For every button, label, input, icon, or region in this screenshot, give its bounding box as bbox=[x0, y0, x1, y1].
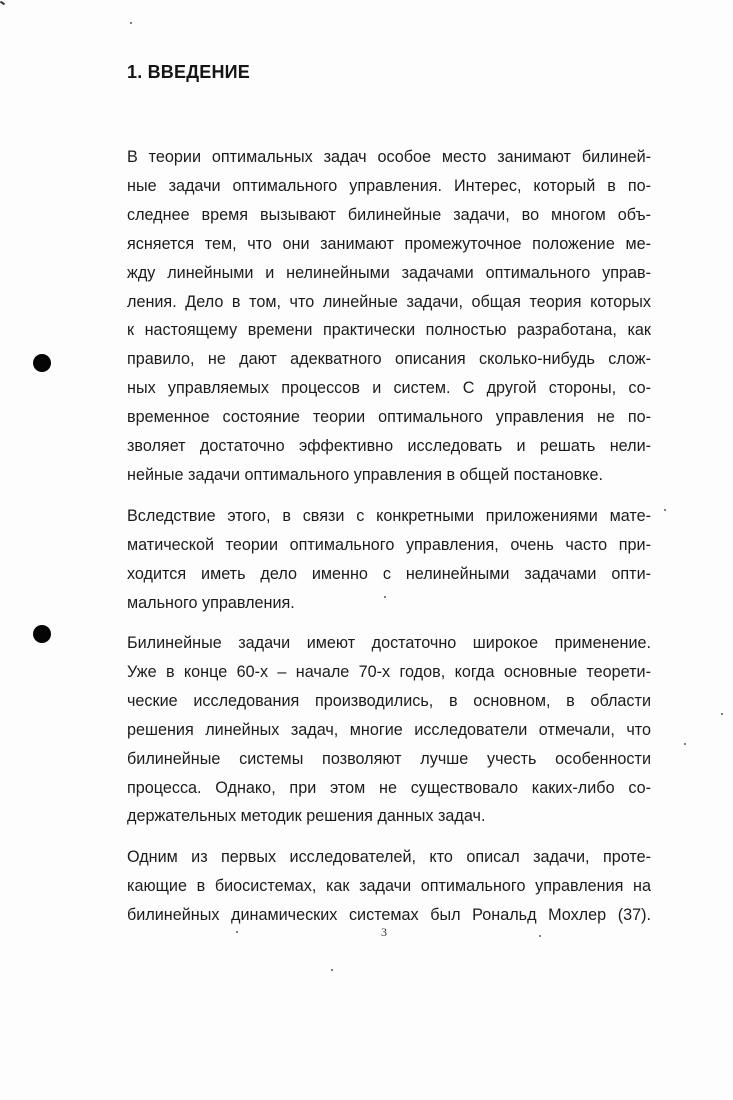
text-line: правило, не дают адекватного описания сколько-нибудь слож- bbox=[127, 350, 651, 369]
scan-artifact bbox=[0, 1, 5, 6]
text-line: решения линейных задач, многие исследователи отмечали, что bbox=[127, 720, 651, 739]
scan-speck bbox=[384, 596, 386, 598]
text-line: к настоящему времени практически полностью разработана, как bbox=[127, 321, 651, 340]
text-line: Одним из первых исследователей, кто описал задачи, проте- bbox=[127, 848, 651, 866]
paragraph-2 bbox=[127, 502, 651, 618]
text-line: ления. Дело в том, что линейные задачи, общая теория которых bbox=[127, 292, 651, 311]
paragraph-4 bbox=[127, 843, 651, 930]
paragraph-1 bbox=[127, 143, 651, 490]
text-line: матической теории оптимального управления, очень часто при- bbox=[127, 535, 651, 554]
page-number: 3 bbox=[381, 925, 387, 939]
text-line: кающие в биосистемах, как задачи оптимального управления на bbox=[127, 876, 651, 895]
text-line: ные задачи оптимального управления. Интерес, который в по- bbox=[127, 176, 651, 195]
text-line: следнее время вызывают билинейные задачи, во многом объ- bbox=[127, 205, 651, 224]
text-line: Уже в конце 60-х – начале 70-х годов, когда основные теорети- bbox=[127, 662, 651, 681]
scan-speck bbox=[331, 969, 333, 971]
punch-hole-mark bbox=[33, 354, 51, 372]
scan-speck bbox=[664, 509, 666, 511]
text-line: В теории оптимальных задач особое место занимают билиней- bbox=[127, 148, 651, 166]
text-line: ходится иметь дело именно с нелинейными задачами опти- bbox=[127, 564, 651, 583]
paragraph-3 bbox=[127, 629, 651, 831]
scan-speck bbox=[721, 713, 723, 715]
text-line: ных управляемых процессов и систем. С другой стороны, со- bbox=[127, 379, 651, 398]
text-line: билинейные системы позволяют лучше учесть особенности bbox=[127, 749, 651, 768]
scan-speck bbox=[684, 743, 686, 745]
scan-speck bbox=[539, 935, 541, 937]
text-line: билинейных динамических системах был Рональд Мохлер (37). bbox=[127, 905, 651, 924]
text-line: ческие исследования производились, в основном, в области bbox=[127, 691, 651, 710]
text-line: временное состояние теории оптимального управления не по- bbox=[127, 408, 651, 427]
text-line: ясняется тем, что они занимают промежуточное положение ме- bbox=[127, 234, 651, 253]
text-line: нейные задачи оптимального управления в общей постановке. bbox=[127, 465, 604, 484]
text-line: зволяет достаточно эффективно исследовать и решать нели- bbox=[127, 437, 651, 456]
scan-speck bbox=[130, 22, 132, 24]
text-line: держательных методик решения данных задач. bbox=[127, 807, 486, 826]
text-line: мального управления. bbox=[127, 593, 295, 612]
punch-hole-mark bbox=[33, 625, 51, 643]
text-line: процесса. Однако, при этом не существовало каких-либо со- bbox=[127, 778, 651, 797]
text-line: Билинейные задачи имеют достаточно широкое применение. bbox=[127, 634, 651, 652]
text-line: жду линейными и нелинейными задачами оптимального управ- bbox=[127, 263, 651, 282]
section-heading: 1. ВВЕДЕНИЕ bbox=[127, 62, 250, 82]
text-line: Вследствие этого, в связи с конкретными приложениями мате- bbox=[127, 507, 651, 525]
scan-speck bbox=[236, 931, 238, 933]
